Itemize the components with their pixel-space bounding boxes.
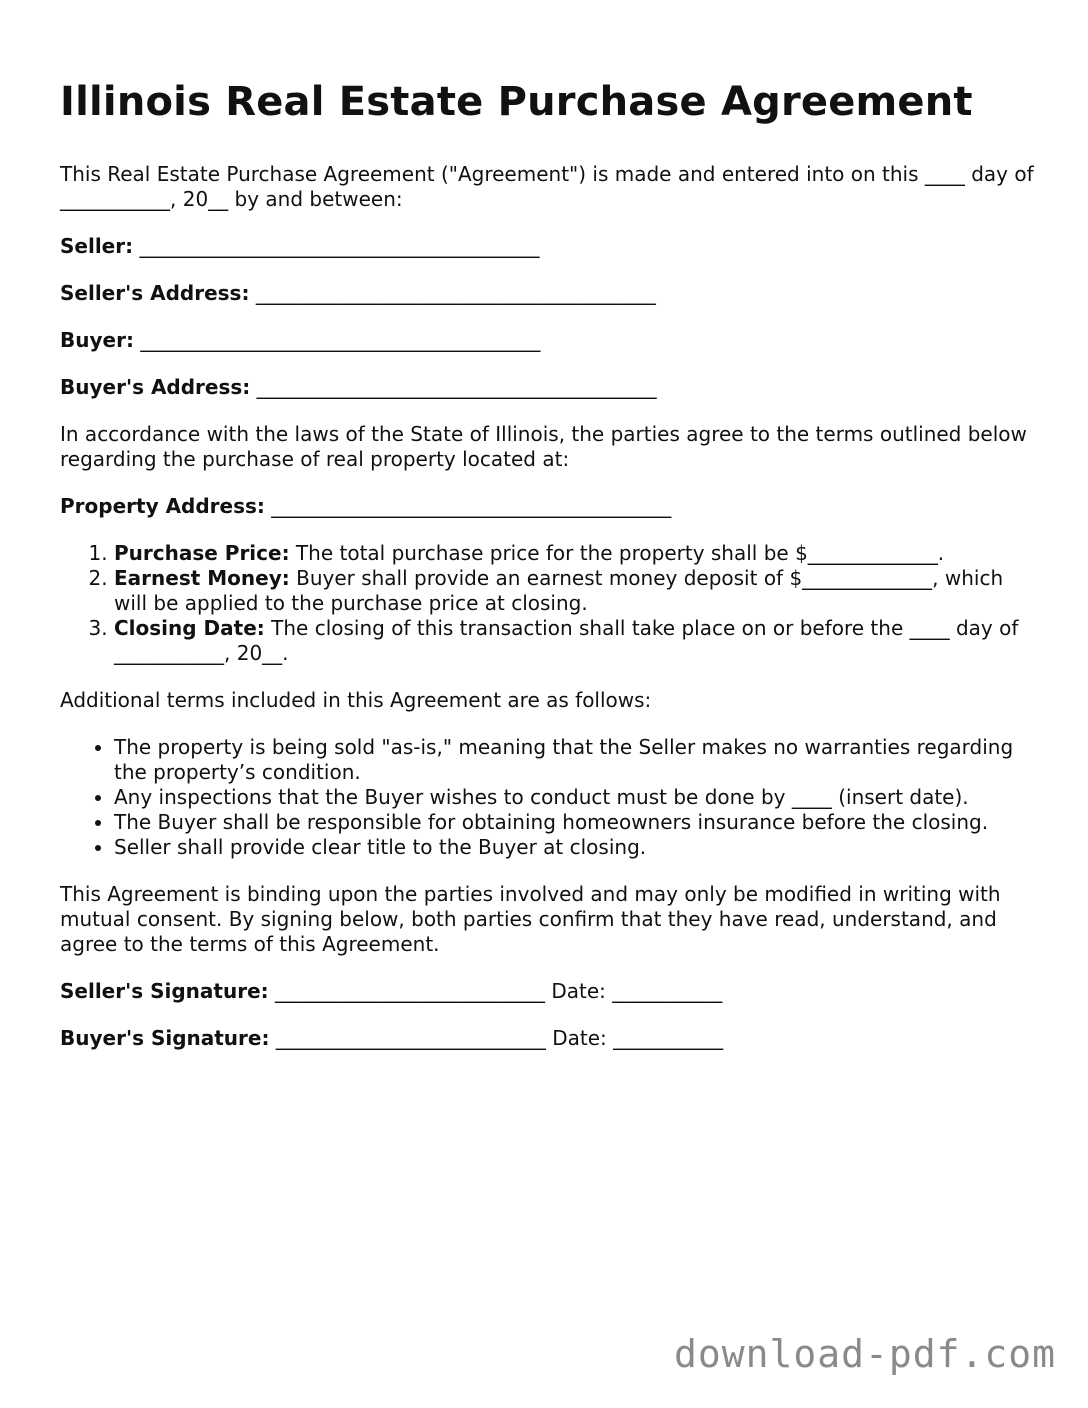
term-label: Purchase Price: [114, 541, 290, 565]
seller-signature-blank: ___________________________ [275, 979, 545, 1003]
watermark: download-pdf.com [673, 1332, 1056, 1376]
buyer-signature-label: Buyer's Signature: [60, 1026, 270, 1050]
buyer-signature-field [60, 1026, 1040, 1051]
seller-address-field [60, 281, 1040, 306]
seller-signature-field [60, 979, 1040, 1004]
seller-field [60, 234, 1040, 259]
term-label: Earnest Money: [114, 566, 290, 590]
term-text: The total purchase price for the property shall be $_____________. [289, 541, 945, 565]
buyer-address-label: Buyer's Address: [60, 375, 251, 399]
additional-term-item: • The Buyer shall be responsible for obtaining homeowners insurance before the closing. [114, 810, 1040, 835]
document-page [60, 78, 1040, 1073]
buyer-field [60, 328, 1040, 353]
buyer-date-label: Date: [552, 1026, 607, 1050]
seller-address-blank: ________________________________________ [255, 281, 656, 305]
seller-address-label: Seller's Address: [60, 281, 250, 305]
seller-signature-label: Seller's Signature: [60, 979, 269, 1003]
accordance-paragraph: In accordance with the laws of the State of Illinois, the parties agree to the terms outlined below regarding the purchase of real property located at: [60, 422, 1027, 471]
additional-term-item: • Seller shall provide clear title to the Buyer at closing. [114, 835, 1040, 860]
buyer-label: Buyer: [60, 328, 134, 352]
additional-term-item: • Any inspections that the Buyer wishes to conduct must be done by ____ (insert date). [114, 785, 1040, 810]
additional-terms-intro: Additional terms included in this Agreement are as follows: [60, 688, 652, 712]
seller-date-blank: ___________ [612, 979, 723, 1003]
term-item [114, 541, 1040, 566]
term-label: Closing Date: [114, 616, 265, 640]
intro-paragraph: This Real Estate Purchase Agreement ("Agreement") is made and entered into on this ____ day of ___________, 20__ by and between: [60, 162, 1034, 211]
additional-term-item: • The property is being sold "as-is," meaning that the Seller makes no warranties regarding the property’s condition. [114, 735, 1040, 785]
property-address-field [60, 494, 1040, 519]
seller-label: Seller: [60, 234, 134, 258]
additional-terms-list [60, 735, 1040, 860]
binding-paragraph: This Agreement is binding upon the parties involved and may only be modified in writing with mutual consent. By signing below, both parties confirm that they have read, understand, and agree to the terms of this Agreement. [60, 882, 1001, 956]
property-address-blank: ________________________________________ [271, 494, 672, 518]
property-address-label: Property Address: [60, 494, 265, 518]
buyer-address-field [60, 375, 1040, 400]
term-item [114, 616, 1040, 666]
seller-date-label: Date: [551, 979, 606, 1003]
buyer-blank: ________________________________________ [140, 328, 541, 352]
term-item [114, 566, 1040, 616]
buyer-address-blank: ________________________________________ [256, 375, 657, 399]
buyer-date-blank: ___________ [613, 1026, 724, 1050]
terms-list [60, 541, 1040, 666]
seller-blank: ________________________________________ [139, 234, 540, 258]
buyer-signature-blank: ___________________________ [275, 1026, 546, 1050]
term-text: Buyer shall provide an earnest money deposit of $_____________, which will be applied to the purchase price at closing. [114, 566, 1004, 615]
term-text: The closing of this transaction shall take place on or before the ____ day of ___________, 20__. [114, 616, 1019, 665]
document-title: Illinois Real Estate Purchase Agreement [60, 79, 973, 125]
